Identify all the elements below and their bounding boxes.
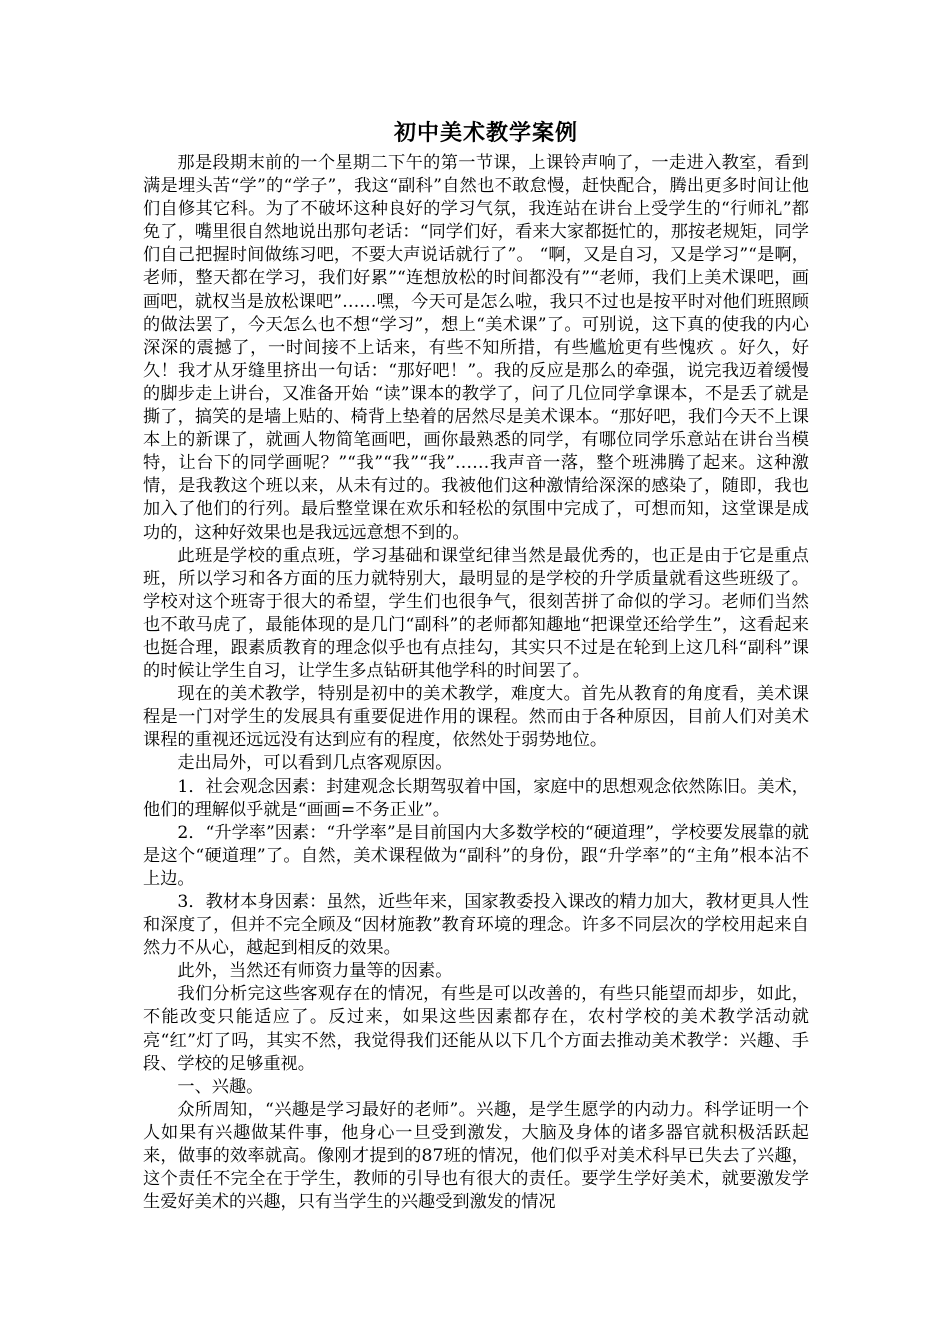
paragraph: 那是段期末前的一个星期二下午的第一节课，上课铃声响了，一走进入教室，看到满是埋头苦“学”的“学子”，我这“副科”自然也不敢怠慢，赶快配合，腾出更多时间让他们自修其它科。为了不破坏这种良好的学习气氛，我连站在讲台上受学生的“行师礼”都免了，嘴里很自然地说出那句老话：“同学们好，看来大家都挺忙的，那按老规矩，同学们自己把握时间做练习吧，不要大声说话就行了”。 “啊，又是自习，又是学习”“是啊，老师，整天都在学习，我们好累”“连想放松的时间都没有”“老师，我们上美术课吧，画画吧，就权当是放松课吧”……嘿，今天可是怎么啦，我只不过也是按平时对他们班照顾的做法罢了，今天怎么也不想“学习”，想上“美术课”了。可别说，这下真的使我的内心深深的震撼了，一时间接不上话来，有些不知所措，有些尴尬更有些愧疚 。好久，好久！我才从牙缝里挤出一句话：“那好吧！”。我的反应是那么的牵强，说完我迈着缓慢的脚步走上讲台，又准备开始 “读”课本的教学了，问了几位同学拿课本，不是丢了就是撕了，搞笑的是墙上贴的、椅背上垫着的居然尽是美术课本。“那好吧，我们今天不上课本上的新课了，就画人物简笔画吧，画你最熟悉的同学，有哪位同学乐意站在讲台当模特，让台下的同学画呢？”“我”“我”“我”……我声音一落，整个班沸腾了起来。这种激情，是我教这个班以来，从未有过的。我被他们这种激情给深深的感染了，随即，我也加入了他们的行列。最后整堂课在欢乐和轻松的氛围中完成了，可想而知，这堂课是成功的，这种好效果也是我远远意想不到的。 [143, 153, 809, 543]
section-heading: 一、兴趣。 [177, 1076, 264, 1097]
paragraph: 走出局外，可以看到几点客观原因。 [177, 753, 453, 774]
document-body [143, 118, 809, 1214]
paragraph: 众所周知，“兴趣是学习最好的老师”。兴趣，是学生愿学的内动力。科学证明一个人如果有兴趣做某件事，他身心一旦受到激发，大脑及身体的诸多器官就积极活跃起来，做事的效率就高。像刚才提到的87班的情况，他们似乎对美术科早已失去了兴趣，这个责任不完全在于学生，教师的引导也有很大的责任。要学生学好美术，就要激发学生爱好美术的兴趣，只有当学生的兴趣受到激发的情况 [143, 1099, 809, 1213]
paragraph: 我们分析完这些客观存在的情况，有些是可以改善的，有些只能望而却步，如此，不能改变只能适应了。反过来，如果这些因素都存在，农村学校的美术教学活动就亮“红”灯了吗，其实不然，我觉得我们还能从以下几个方面去推动美术教学：兴趣、手段、学校的足够重视。 [143, 984, 809, 1074]
list-item: 3．教材本身因素：虽然，近些年来，国家教委投入课改的精力加大，教材更具人性和深度了，但并不完全顾及“因材施教”教育环境的理念。许多不同层次的学校用起来自然力不从心，越起到相反的效果。 [143, 892, 809, 959]
list-item: 1．社会观念因素：封建观念长期驾驭着中国，家庭中的思想观念依然陈旧。美术，他们的理解似乎就是“画画=不务正业”。 [143, 776, 809, 820]
paragraph: 此班是学校的重点班，学习基础和课堂纪律当然是最优秀的，也正是由于它是重点班，所以学习和各方面的压力就特别大，最明显的是学校的升学质量就看这些班级了。学校对这个班寄于很大的希望，学生们也很争气，很刻苦拼了命似的学习。老师们当然也不敢马虎了，最能体现的是几门“副科”的老师都知趣地“把课堂还给学生”，这看起来也挺合理，跟素质教育的理念似乎也有点挂勾，其实只不过是在轮到上这几科“副科”课的时候让学生自习，让学生多点钻研其他学科的时间罢了。 [143, 545, 809, 682]
list-item: 2．“升学率”因素：“升学率”是目前国内大多数学校的“硬道理”，学校要发展靠的就是这个“硬道理”了。自然，美术课程做为“副科”的身份，跟“升学率”的“主角”根本沾不上边。 [143, 822, 809, 889]
paragraph: 此外，当然还有师资力量等的因素。 [177, 961, 453, 982]
page-title: 初中美术教学案例 [393, 120, 578, 146]
paragraph: 现在的美术教学，特别是初中的美术教学，难度大。首先从教育的角度看，美术课程是一门对学生的发展具有重要促进作用的课程。然而由于各种原因，目前人们对美术课程的重视还远远没有达到应有的程度，依然处于弱势地位。 [143, 684, 809, 751]
